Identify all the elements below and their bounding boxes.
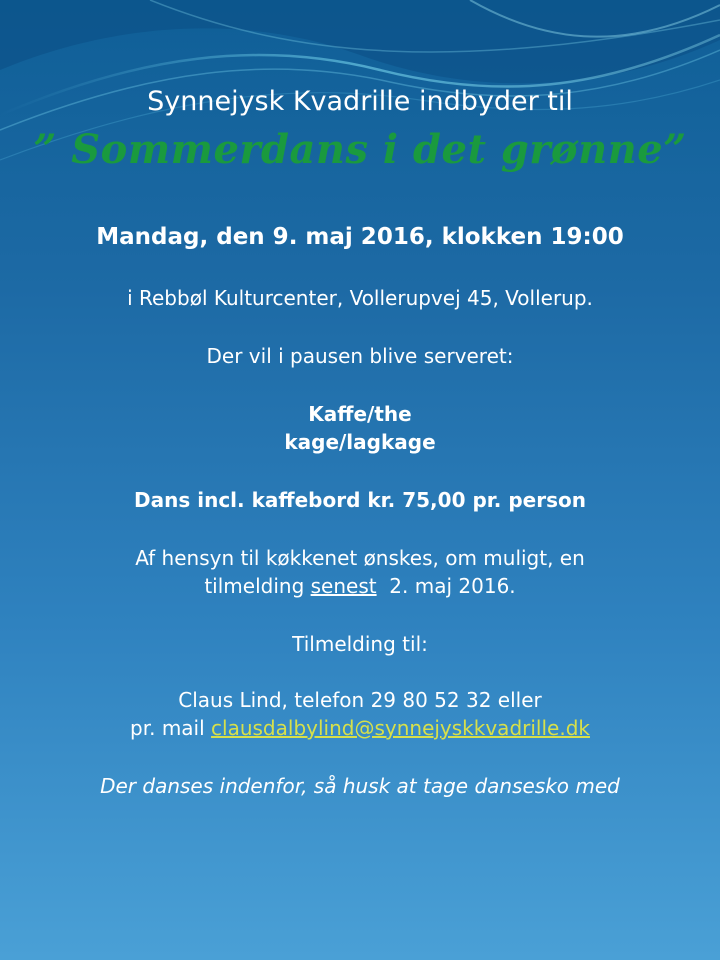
- registration-notice-2: [0, 574, 720, 598]
- deadline-date: 2. maj 2016.: [376, 574, 516, 598]
- footer-note: Der danses indenfor, så husk at tage dansesko med: [100, 774, 620, 798]
- event-title: ” Sommerdans i det grønne”: [33, 126, 687, 173]
- registration-heading: Tilmelding til:: [292, 632, 428, 656]
- deadline-emphasis: senest: [310, 574, 377, 598]
- email-link[interactable]: clausdalbylind@synnejyskkvadrille.dk: [211, 716, 590, 740]
- serving-intro: Der vil i pausen blive serveret:: [206, 344, 514, 368]
- event-date: Mandag, den 9. maj 2016, klokken 19:00: [96, 224, 624, 250]
- notice-prefix: tilmelding: [204, 574, 311, 598]
- mail-prefix: pr. mail: [130, 716, 212, 740]
- contact-line: Claus Lind, telefon 29 80 52 32 eller: [178, 688, 542, 712]
- registration-notice-1: Af hensyn til køkkenet ønskes, om muligt, en: [135, 546, 585, 570]
- price-line: Dans incl. kaffebord kr. 75,00 pr. person: [134, 488, 586, 512]
- venue-line: i Rebbøl Kulturcenter, Vollerupvej 45, Vollerup.: [127, 286, 593, 310]
- invite-headline: Synnejysk Kvadrille indbyder til: [147, 86, 573, 117]
- serving-item-cake: kage/lagkage: [284, 430, 436, 454]
- mail-line: [0, 716, 720, 740]
- serving-item-coffee: Kaffe/the: [308, 402, 412, 426]
